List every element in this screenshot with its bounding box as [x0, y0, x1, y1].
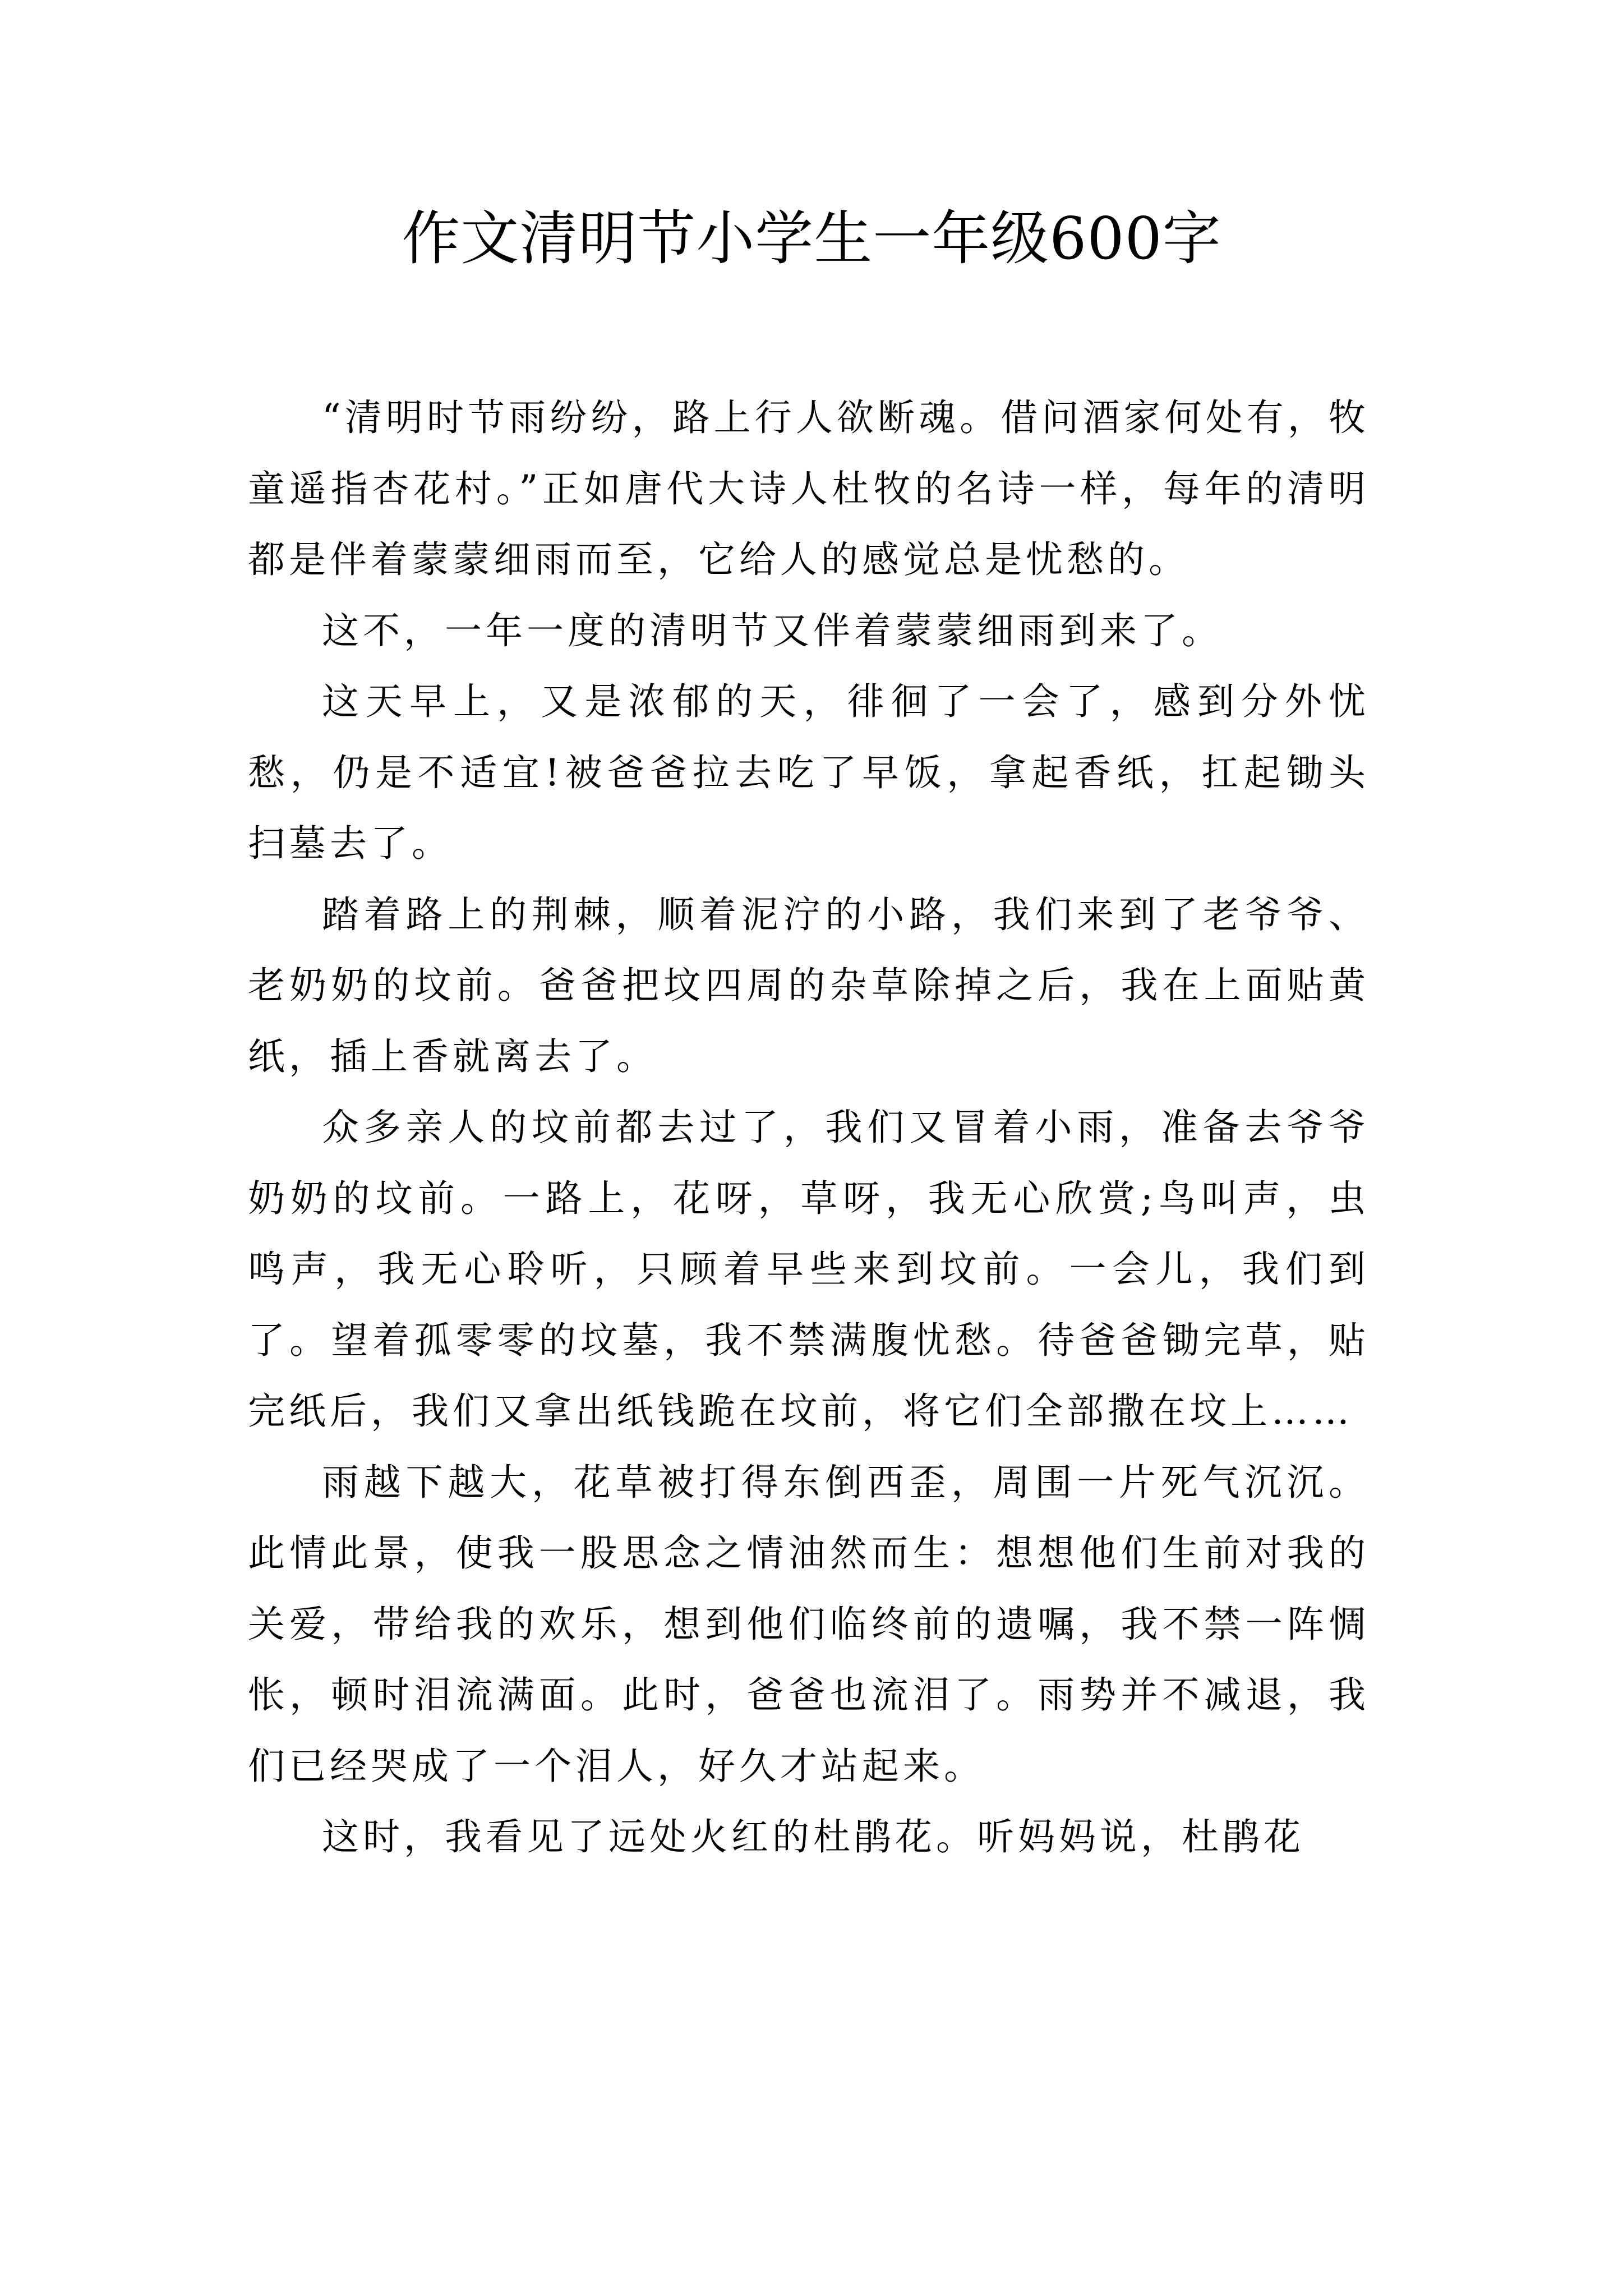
paragraph-1: “清明时节雨纷纷，路上行人欲断魂。借问酒家何处有，牧童遥指杏花村。”正如唐代大诗人杜牧的名诗一样，每年的清明都是伴着蒙蒙细雨而至，它给人的感觉总是忧愁的。	[248, 396, 1370, 581]
document-title: 作文清明节小学生一年级600字	[402, 204, 1221, 273]
paragraph-7: 这时，我看见了远处火红的杜鹃花。听妈妈说，杜鹃花	[322, 1815, 1304, 1858]
paragraph-6: 雨越下越大，花草被打得东倒西歪，周围一片死气沉沉。此情此景，使我一股思念之情油然而生：想想他们生前对我的关爱，带给我的欢乐，想到他们临终前的遗嘱，我不禁一阵惆怅，顿时泪流满面。此时，爸爸也流泪了。雨势并不减退，我们已经哭成了一个泪人，好久才站起来。	[248, 1460, 1370, 1788]
document-body	[248, 383, 1370, 1873]
paragraph-4: 踏着路上的荆棘，顺着泥泞的小路，我们来到了老爷爷、老奶奶的坟前。爸爸把坟四周的杂草除掉之后，我在上面贴黄纸，插上香就离去了。	[248, 892, 1370, 1078]
paragraph-2: 这不，一年一度的清明节又伴着蒙蒙细雨到来了。	[322, 609, 1223, 652]
paragraph-5: 众多亲人的坟前都去过了，我们又冒着小雨，准备去爷爷奶奶的坟前。一路上，花呀，草呀，我无心欣赏;鸟叫声，虫鸣声，我无心聆听，只顾着早些来到坟前。一会儿，我们到了。望着孤零零的坟墓，我不禁满腹忧愁。待爸爸锄完草，贴完纸后，我们又拿出纸钱跪在坟前，将它们全部撒在坟上……	[248, 1106, 1370, 1433]
paragraph-3: 这天早上，又是浓郁的天，徘徊了一会了，感到分外忧愁，仍是不适宜!被爸爸拉去吃了早饭，拿起香纸，扛起锄头扫墓去了。	[248, 680, 1370, 865]
